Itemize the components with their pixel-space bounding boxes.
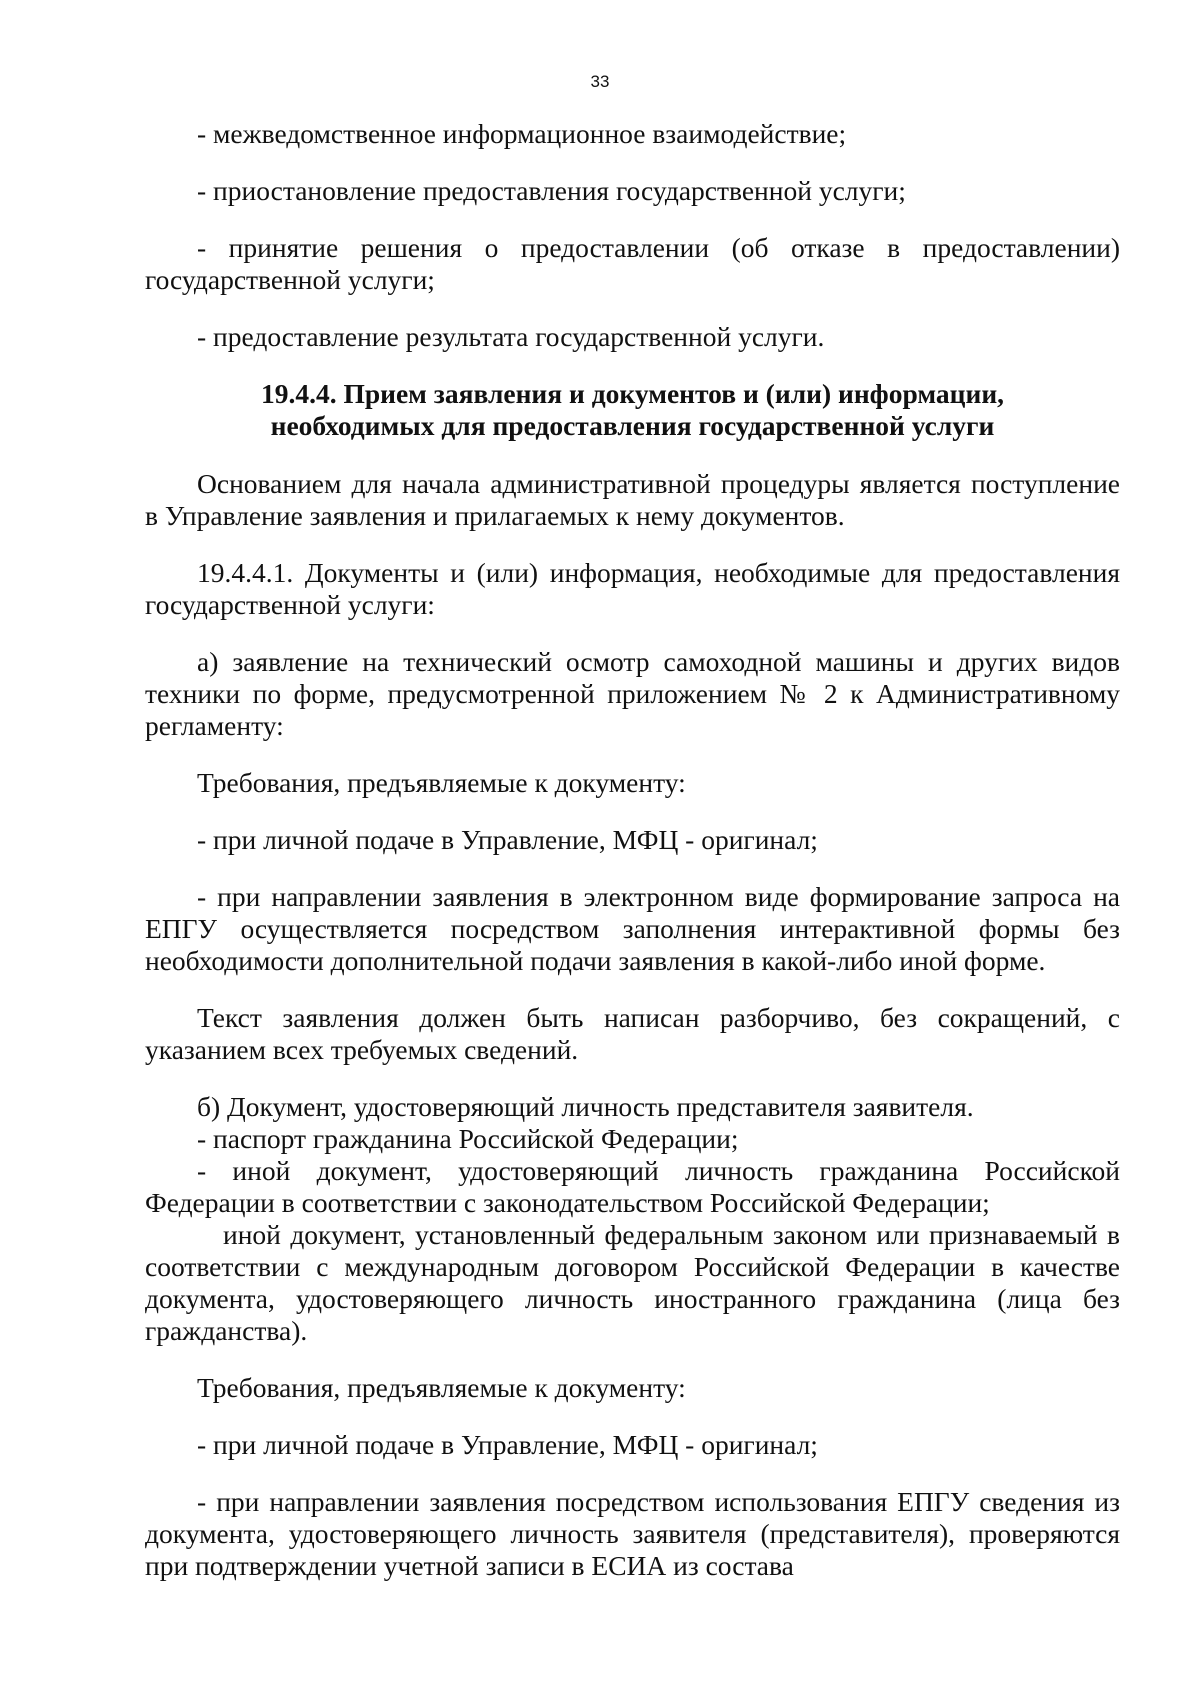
section-heading-line2: необходимых для предоставления государственной услуги	[270, 410, 995, 441]
section-heading-line1: 19.4.4. Прием заявления и документов и (или) информации,	[260, 378, 1005, 409]
paragraph-item-a: а) заявление на технический осмотр самоходной машины и других видов техники по форме, предусмотренной приложением № 2 к Административному регламенту:	[145, 646, 1120, 741]
list-item-result: - предоставление результата государственной услуги.	[197, 321, 825, 352]
paragraph-item-b: б) Документ, удостоверяющий личность представителя заявителя.	[197, 1091, 974, 1122]
paragraph-epgu-submission: - при направлении заявления посредством использования ЕПГУ сведения из документа, удостоверяющего личность заявителя (представителя), проверяются при подтверждении учетной записи в ЕСИА из состава	[145, 1486, 1120, 1581]
paragraph-documents: 19.4.4.1. Документы и (или) информация, необходимые для предоставления государственной услуги:	[145, 557, 1120, 620]
paragraph-requirements-1: Требования, предъявляемые к документу:	[197, 767, 686, 798]
page-number: 33	[590, 72, 610, 91]
list-item-interagency: - межведомственное информационное взаимодействие;	[197, 118, 847, 149]
paragraph-text-rule: Текст заявления должен быть написан разборчиво, без сокращений, с указанием всех требуемых сведений.	[145, 1002, 1120, 1065]
section-heading	[145, 378, 1120, 442]
paragraph-electronic-submission: - при направлении заявления в электронном виде формирование запроса на ЕПГУ осуществляется посредством заполнения интерактивной формы без необходимости дополнительной подачи заявления в какой-либо иной форме.	[145, 881, 1120, 976]
paragraph-requirements-2: Требования, предъявляемые к документу:	[197, 1372, 686, 1403]
list-item-passport: - паспорт гражданина Российской Федерации;	[197, 1123, 739, 1154]
list-item-suspension: - приостановление предоставления государственной услуги;	[197, 175, 906, 206]
document-body	[145, 118, 1120, 1582]
paragraph-personal-submission-1: - при личной подаче в Управление, МФЦ - оригинал;	[197, 824, 818, 855]
list-item-foreign-document: иной документ, установленный федеральным законом или признаваемый в соответствии с международным договором Российской Федерации в качестве документа, удостоверяющего личность иностранного гражданина (лица без гражданства).	[145, 1219, 1120, 1346]
paragraph-basis: Основанием для начала административной процедуры является поступление в Управление заявления и прилагаемых к нему документов.	[145, 468, 1120, 531]
list-item-other-document: - иной документ, удостоверяющий личность гражданина Российской Федерации в соответствии с законодательством Российской Федерации;	[145, 1155, 1120, 1218]
list-item-decision: - принятие решения о предоставлении (об отказе в предоставлении) государственной услуги;	[145, 232, 1120, 295]
paragraph-personal-submission-2: - при личной подаче в Управление, МФЦ - оригинал;	[197, 1429, 818, 1460]
